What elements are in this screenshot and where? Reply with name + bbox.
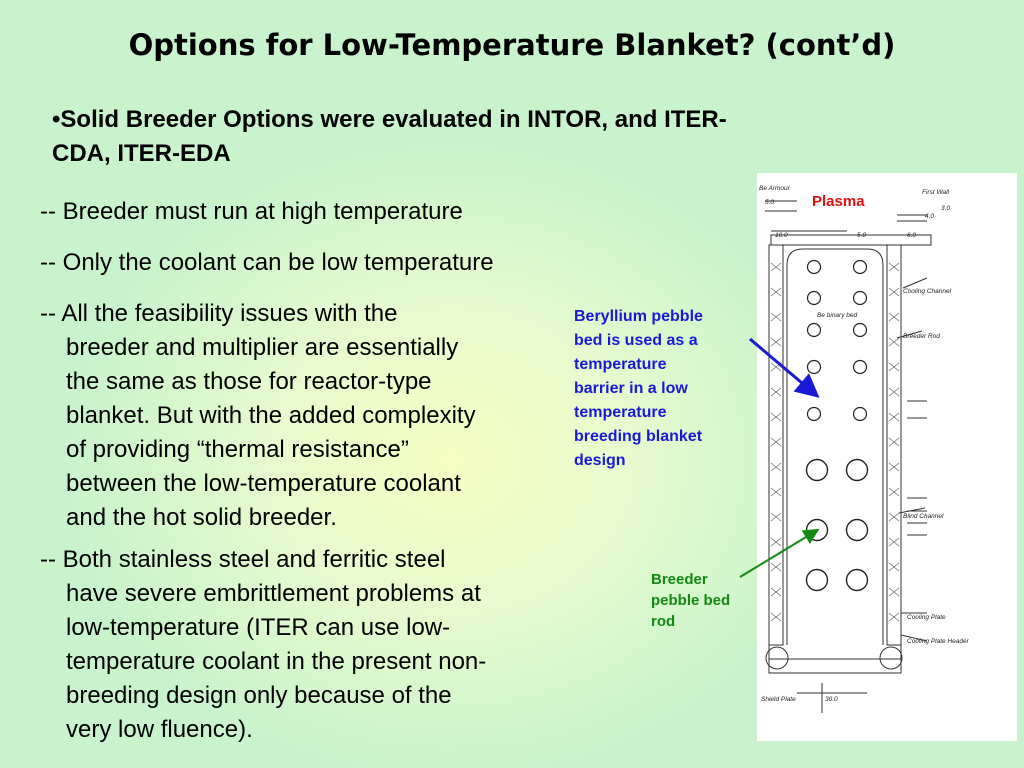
sub-point-3-line-1: -- All the feasibility issues with the (40, 300, 398, 327)
beryllium-callout-line-4: barrier in a low (574, 380, 688, 397)
sub-point-3-line-7: and the hot solid breeder. (66, 504, 337, 531)
sub-point-4-line-3: low-temperature (ITER can use low- (66, 614, 451, 641)
dim-5-0-top: 5.0 (765, 199, 775, 206)
right-cooling-channel (887, 245, 901, 645)
header-right (880, 647, 902, 669)
beryllium-callout-line-2: bed is used as a (574, 332, 698, 349)
main-bullet-line-1: •Solid Breeder Options were evaluated in INTOR, and ITER- (52, 106, 727, 133)
sub-point-3-line-4: blanket. But with the added complexity (66, 402, 476, 429)
sub-point-4-line-2: have severe embrittlement problems at (66, 580, 481, 607)
sub-point-3-line-5: of providing “thermal resistance” (66, 436, 409, 463)
sub-point-4-line-1: -- Both stainless steel and ferritic steel (40, 546, 446, 573)
label-cooling-plate-header: Cooling Plate Header (907, 638, 969, 645)
sub-point-4-line-4: temperature coolant in the present non- (66, 648, 487, 675)
label-breeder-rod: Breeder Rod (903, 333, 940, 340)
sub-point-1: -- Breeder must run at high temperature (40, 198, 463, 225)
slide-title: Options for Low-Temperature Blanket? (cont’d) (128, 28, 896, 62)
label-cooling-plate: Cooling Plate (907, 614, 946, 621)
dim-3-0: 3.0 (941, 205, 951, 212)
beryllium-callout-line-1: Beryllium pebble (574, 308, 703, 325)
dim-10-0: 10.0 (775, 232, 788, 239)
plasma-label: Plasma (812, 193, 865, 210)
sub-point-2: -- Only the coolant can be low temperature (40, 249, 494, 276)
sub-point-4-line-5: breeding design only because of the (66, 682, 452, 709)
sub-point-3 (40, 297, 476, 535)
main-bullet-line-2: CDA, ITER-EDA (52, 140, 231, 167)
beryllium-callout-line-6: breeding blanket (574, 428, 703, 445)
sub-point-4 (40, 543, 486, 747)
dim-30-0: 30.0 (825, 696, 838, 703)
dim-4-0: 4.0 (925, 213, 935, 220)
beryllium-callout-line-3: temperature (574, 356, 667, 373)
left-cooling-channel (769, 245, 783, 645)
breeder-callout-line-3: rod (651, 613, 676, 630)
breeder-box (787, 249, 883, 645)
label-cooling-channel: Cooling Channel (903, 288, 952, 295)
label-shield-plate: Shield Plate (761, 696, 796, 703)
label-first-wall: First Wall (922, 189, 949, 196)
beryllium-callout (574, 305, 703, 473)
main-bullet (52, 103, 872, 171)
sub-point-3-line-6: between the low-temperature coolant (66, 470, 461, 497)
sub-point-4-line-6: very low fluence). (66, 716, 253, 743)
label-be-armour: Be Armour (759, 185, 790, 192)
beryllium-callout-line-7: design (574, 452, 626, 469)
beryllium-callout-line-5: temperature (574, 404, 667, 421)
dim-5-0-mid: 5.0 (857, 232, 867, 239)
sub-point-3-line-2: breeder and multiplier are essentially (66, 334, 459, 361)
dim-6-0: 6.0 (907, 232, 917, 239)
sub-point-3-line-3: the same as those for reactor-type (66, 368, 432, 395)
breeder-callout-line-2: pebble bed (651, 592, 731, 609)
label-be-binary-bed: Be binary bed (817, 312, 858, 319)
label-blind-channel: Blind Channel (903, 513, 944, 520)
beryllium-rods (808, 261, 867, 421)
blanket-diagram (757, 173, 1017, 741)
breeder-callout (651, 569, 730, 632)
breeder-callout-line-1: Breeder (651, 571, 708, 588)
blanket-diagram-svg (757, 173, 1017, 741)
breeder-rods (807, 460, 868, 591)
